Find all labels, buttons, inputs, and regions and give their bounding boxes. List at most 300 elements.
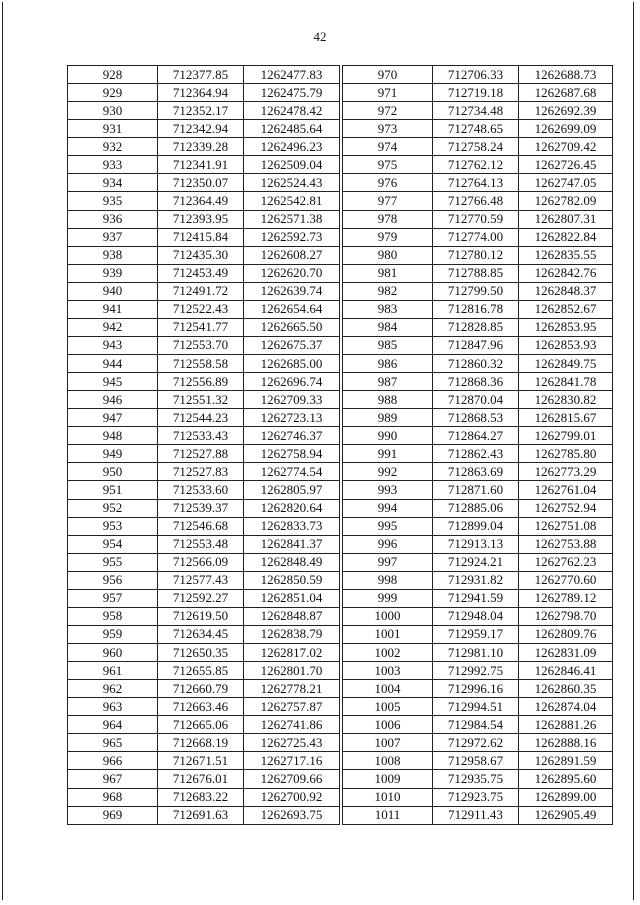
table-row xyxy=(68,84,340,102)
table-row xyxy=(68,644,340,662)
point-number-cell: 996 xyxy=(343,535,433,553)
point-number-cell: 1003 xyxy=(343,662,433,680)
x-coordinate-cell: 712828.85 xyxy=(433,318,519,336)
point-number-cell: 946 xyxy=(68,391,158,409)
y-coordinate-cell: 1262841.37 xyxy=(244,535,340,553)
table-row xyxy=(343,192,613,210)
y-coordinate-cell: 1262853.95 xyxy=(519,318,613,336)
table-row xyxy=(68,156,340,174)
x-coordinate-cell: 712948.04 xyxy=(433,607,519,625)
table-row xyxy=(68,102,340,120)
table-row xyxy=(343,662,613,680)
y-coordinate-cell: 1262758.94 xyxy=(244,445,340,463)
table-row xyxy=(343,806,613,824)
x-coordinate-cell: 712762.12 xyxy=(433,156,519,174)
table-row xyxy=(68,716,340,734)
x-coordinate-cell: 712923.75 xyxy=(433,788,519,806)
table-row xyxy=(68,788,340,806)
x-coordinate-cell: 712996.16 xyxy=(433,680,519,698)
point-number-cell: 958 xyxy=(68,607,158,625)
x-coordinate-cell: 712758.24 xyxy=(433,138,519,156)
y-coordinate-cell: 1262709.66 xyxy=(244,770,340,788)
table-row xyxy=(68,318,340,336)
x-coordinate-cell: 712847.96 xyxy=(433,336,519,354)
table-row xyxy=(68,571,340,589)
point-number-cell: 944 xyxy=(68,355,158,373)
point-number-cell: 1011 xyxy=(343,806,433,824)
table-row xyxy=(343,607,613,625)
x-coordinate-cell: 712868.36 xyxy=(433,373,519,391)
x-coordinate-cell: 712668.19 xyxy=(158,734,244,752)
y-coordinate-cell: 1262850.59 xyxy=(244,571,340,589)
table-row xyxy=(68,228,340,246)
y-coordinate-cell: 1262753.88 xyxy=(519,535,613,553)
y-coordinate-cell: 1262848.87 xyxy=(244,607,340,625)
table-row xyxy=(68,409,340,427)
x-coordinate-cell: 712342.94 xyxy=(158,120,244,138)
table-row xyxy=(68,499,340,517)
y-coordinate-cell: 1262778.21 xyxy=(244,680,340,698)
table-row xyxy=(68,607,340,625)
table-row xyxy=(343,336,613,354)
point-number-cell: 973 xyxy=(343,120,433,138)
y-coordinate-cell: 1262852.67 xyxy=(519,300,613,318)
y-coordinate-cell: 1262723.13 xyxy=(244,409,340,427)
x-coordinate-cell: 712788.85 xyxy=(433,264,519,282)
x-coordinate-cell: 712871.60 xyxy=(433,481,519,499)
point-number-cell: 1007 xyxy=(343,734,433,752)
point-number-cell: 981 xyxy=(343,264,433,282)
y-coordinate-cell: 1262746.37 xyxy=(244,427,340,445)
y-coordinate-cell: 1262846.41 xyxy=(519,662,613,680)
x-coordinate-cell: 712734.48 xyxy=(433,102,519,120)
table-row xyxy=(343,120,613,138)
y-coordinate-cell: 1262888.16 xyxy=(519,734,613,752)
x-coordinate-cell: 712764.13 xyxy=(433,174,519,192)
x-coordinate-cell: 712780.12 xyxy=(433,246,519,264)
y-coordinate-cell: 1262478.42 xyxy=(244,102,340,120)
y-coordinate-cell: 1262688.73 xyxy=(519,66,613,84)
point-number-cell: 941 xyxy=(68,300,158,318)
table-row xyxy=(343,102,613,120)
point-number-cell: 955 xyxy=(68,553,158,571)
table-row xyxy=(68,210,340,228)
x-coordinate-cell: 712774.00 xyxy=(433,228,519,246)
table-row xyxy=(343,517,613,535)
y-coordinate-cell: 1262848.37 xyxy=(519,282,613,300)
y-coordinate-cell: 1262696.74 xyxy=(244,373,340,391)
point-number-cell: 978 xyxy=(343,210,433,228)
point-number-cell: 952 xyxy=(68,499,158,517)
y-coordinate-cell: 1262620.70 xyxy=(244,264,340,282)
table-row xyxy=(68,517,340,535)
point-number-cell: 979 xyxy=(343,228,433,246)
x-coordinate-cell: 712364.94 xyxy=(158,84,244,102)
point-number-cell: 986 xyxy=(343,355,433,373)
point-number-cell: 956 xyxy=(68,571,158,589)
table-row xyxy=(343,318,613,336)
table-row xyxy=(343,463,613,481)
table-row xyxy=(343,589,613,607)
point-number-cell: 983 xyxy=(343,300,433,318)
x-coordinate-cell: 712931.82 xyxy=(433,571,519,589)
point-number-cell: 967 xyxy=(68,770,158,788)
y-coordinate-cell: 1262542.81 xyxy=(244,192,340,210)
x-coordinate-cell: 712556.89 xyxy=(158,373,244,391)
point-number-cell: 1001 xyxy=(343,625,433,643)
x-coordinate-cell: 712860.32 xyxy=(433,355,519,373)
table-row xyxy=(68,336,340,354)
point-number-cell: 997 xyxy=(343,553,433,571)
table-row xyxy=(343,174,613,192)
y-coordinate-cell: 1262853.93 xyxy=(519,336,613,354)
table-row xyxy=(343,752,613,770)
point-number-cell: 1002 xyxy=(343,644,433,662)
x-coordinate-cell: 712671.51 xyxy=(158,752,244,770)
y-coordinate-cell: 1262807.31 xyxy=(519,210,613,228)
point-number-cell: 957 xyxy=(68,589,158,607)
y-coordinate-cell: 1262477.83 xyxy=(244,66,340,84)
y-coordinate-cell: 1262774.54 xyxy=(244,463,340,481)
table-row xyxy=(68,752,340,770)
point-number-cell: 988 xyxy=(343,391,433,409)
point-number-cell: 977 xyxy=(343,192,433,210)
table-row xyxy=(68,66,340,84)
y-coordinate-cell: 1262860.35 xyxy=(519,680,613,698)
y-coordinate-cell: 1262835.55 xyxy=(519,246,613,264)
point-number-cell: 993 xyxy=(343,481,433,499)
coordinates-table-right xyxy=(342,65,613,825)
y-coordinate-cell: 1262895.60 xyxy=(519,770,613,788)
y-coordinate-cell: 1262842.76 xyxy=(519,264,613,282)
table-row xyxy=(68,264,340,282)
table-row xyxy=(343,553,613,571)
point-number-cell: 992 xyxy=(343,463,433,481)
x-coordinate-cell: 712551.32 xyxy=(158,391,244,409)
x-coordinate-cell: 712558.58 xyxy=(158,355,244,373)
x-coordinate-cell: 712541.77 xyxy=(158,318,244,336)
table-row xyxy=(68,120,340,138)
y-coordinate-cell: 1262717.16 xyxy=(244,752,340,770)
table-row xyxy=(68,481,340,499)
point-number-cell: 1005 xyxy=(343,698,433,716)
y-coordinate-cell: 1262692.39 xyxy=(519,102,613,120)
table-row xyxy=(343,770,613,788)
table-row xyxy=(343,535,613,553)
table-row xyxy=(68,680,340,698)
y-coordinate-cell: 1262820.64 xyxy=(244,499,340,517)
page-number: 42 xyxy=(313,29,327,44)
y-coordinate-cell: 1262851.04 xyxy=(244,589,340,607)
x-coordinate-cell: 712393.95 xyxy=(158,210,244,228)
y-coordinate-cell: 1262700.92 xyxy=(244,788,340,806)
x-coordinate-cell: 712435.30 xyxy=(158,246,244,264)
table-row xyxy=(68,138,340,156)
x-coordinate-cell: 712958.67 xyxy=(433,752,519,770)
x-coordinate-cell: 712566.09 xyxy=(158,553,244,571)
y-coordinate-cell: 1262685.00 xyxy=(244,355,340,373)
y-coordinate-cell: 1262785.80 xyxy=(519,445,613,463)
point-number-cell: 971 xyxy=(343,84,433,102)
y-coordinate-cell: 1262899.00 xyxy=(519,788,613,806)
x-coordinate-cell: 712719.18 xyxy=(433,84,519,102)
x-coordinate-cell: 712539.37 xyxy=(158,499,244,517)
x-coordinate-cell: 712959.17 xyxy=(433,625,519,643)
x-coordinate-cell: 712676.01 xyxy=(158,770,244,788)
y-coordinate-cell: 1262675.37 xyxy=(244,336,340,354)
point-number-cell: 966 xyxy=(68,752,158,770)
table-row xyxy=(343,481,613,499)
x-coordinate-cell: 712972.62 xyxy=(433,734,519,752)
x-coordinate-cell: 712770.59 xyxy=(433,210,519,228)
table-row xyxy=(68,625,340,643)
y-coordinate-cell: 1262726.45 xyxy=(519,156,613,174)
table-row xyxy=(68,427,340,445)
y-coordinate-cell: 1262509.04 xyxy=(244,156,340,174)
y-coordinate-cell: 1262761.04 xyxy=(519,481,613,499)
table-row xyxy=(343,355,613,373)
table-row xyxy=(343,409,613,427)
x-coordinate-cell: 712885.06 xyxy=(433,499,519,517)
x-coordinate-cell: 712913.13 xyxy=(433,535,519,553)
table-row xyxy=(343,571,613,589)
y-coordinate-cell: 1262799.01 xyxy=(519,427,613,445)
y-coordinate-cell: 1262822.84 xyxy=(519,228,613,246)
table-row xyxy=(343,698,613,716)
point-number-cell: 999 xyxy=(343,589,433,607)
x-coordinate-cell: 712352.17 xyxy=(158,102,244,120)
x-coordinate-cell: 712992.75 xyxy=(433,662,519,680)
y-coordinate-cell: 1262687.68 xyxy=(519,84,613,102)
table-row xyxy=(343,625,613,643)
table-row xyxy=(343,373,613,391)
table-row xyxy=(343,282,613,300)
point-number-cell: 964 xyxy=(68,716,158,734)
y-coordinate-cell: 1262751.08 xyxy=(519,517,613,535)
y-coordinate-cell: 1262709.33 xyxy=(244,391,340,409)
y-coordinate-cell: 1262905.49 xyxy=(519,806,613,824)
point-number-cell: 934 xyxy=(68,174,158,192)
point-number-cell: 968 xyxy=(68,788,158,806)
y-coordinate-cell: 1262639.74 xyxy=(244,282,340,300)
y-coordinate-cell: 1262809.76 xyxy=(519,625,613,643)
table-row xyxy=(68,770,340,788)
x-coordinate-cell: 712981.10 xyxy=(433,644,519,662)
table-row xyxy=(343,246,613,264)
x-coordinate-cell: 712533.43 xyxy=(158,427,244,445)
y-coordinate-cell: 1262848.49 xyxy=(244,553,340,571)
point-number-cell: 931 xyxy=(68,120,158,138)
point-number-cell: 959 xyxy=(68,625,158,643)
table-row xyxy=(68,553,340,571)
x-coordinate-cell: 712691.63 xyxy=(158,806,244,824)
x-coordinate-cell: 712655.85 xyxy=(158,662,244,680)
point-number-cell: 1004 xyxy=(343,680,433,698)
y-coordinate-cell: 1262747.05 xyxy=(519,174,613,192)
table-row xyxy=(68,662,340,680)
table-row xyxy=(68,355,340,373)
y-coordinate-cell: 1262496.23 xyxy=(244,138,340,156)
y-coordinate-cell: 1262789.12 xyxy=(519,589,613,607)
x-coordinate-cell: 712544.23 xyxy=(158,409,244,427)
point-number-cell: 928 xyxy=(68,66,158,84)
x-coordinate-cell: 712341.91 xyxy=(158,156,244,174)
point-number-cell: 976 xyxy=(343,174,433,192)
table-row xyxy=(68,282,340,300)
y-coordinate-cell: 1262801.70 xyxy=(244,662,340,680)
x-coordinate-cell: 712522.43 xyxy=(158,300,244,318)
x-coordinate-cell: 712924.21 xyxy=(433,553,519,571)
y-coordinate-cell: 1262817.02 xyxy=(244,644,340,662)
point-number-cell: 947 xyxy=(68,409,158,427)
point-number-cell: 962 xyxy=(68,680,158,698)
table-row xyxy=(343,138,613,156)
point-number-cell: 989 xyxy=(343,409,433,427)
y-coordinate-cell: 1262608.27 xyxy=(244,246,340,264)
y-coordinate-cell: 1262770.60 xyxy=(519,571,613,589)
x-coordinate-cell: 712364.49 xyxy=(158,192,244,210)
point-number-cell: 990 xyxy=(343,427,433,445)
point-number-cell: 1006 xyxy=(343,716,433,734)
point-number-cell: 943 xyxy=(68,336,158,354)
table-row xyxy=(343,84,613,102)
x-coordinate-cell: 712553.70 xyxy=(158,336,244,354)
point-number-cell: 953 xyxy=(68,517,158,535)
table-row xyxy=(343,788,613,806)
point-number-cell: 972 xyxy=(343,102,433,120)
x-coordinate-cell: 712899.04 xyxy=(433,517,519,535)
table-row xyxy=(68,698,340,716)
y-coordinate-cell: 1262891.59 xyxy=(519,752,613,770)
point-number-cell: 940 xyxy=(68,282,158,300)
x-coordinate-cell: 712766.48 xyxy=(433,192,519,210)
table-row xyxy=(68,174,340,192)
x-coordinate-cell: 712339.28 xyxy=(158,138,244,156)
y-coordinate-cell: 1262592.73 xyxy=(244,228,340,246)
y-coordinate-cell: 1262841.78 xyxy=(519,373,613,391)
x-coordinate-cell: 712941.59 xyxy=(433,589,519,607)
point-number-cell: 948 xyxy=(68,427,158,445)
table-row xyxy=(343,734,613,752)
point-number-cell: 1000 xyxy=(343,607,433,625)
y-coordinate-cell: 1262699.09 xyxy=(519,120,613,138)
table-row xyxy=(68,246,340,264)
x-coordinate-cell: 712453.49 xyxy=(158,264,244,282)
y-coordinate-cell: 1262741.86 xyxy=(244,716,340,734)
point-number-cell: 942 xyxy=(68,318,158,336)
x-coordinate-cell: 712862.43 xyxy=(433,445,519,463)
x-coordinate-cell: 712527.83 xyxy=(158,463,244,481)
point-number-cell: 969 xyxy=(68,806,158,824)
point-number-cell: 938 xyxy=(68,246,158,264)
table-row xyxy=(343,499,613,517)
point-number-cell: 975 xyxy=(343,156,433,174)
table-row xyxy=(68,806,340,824)
table-row xyxy=(343,228,613,246)
point-number-cell: 991 xyxy=(343,445,433,463)
y-coordinate-cell: 1262815.67 xyxy=(519,409,613,427)
table-row xyxy=(68,734,340,752)
y-coordinate-cell: 1262773.29 xyxy=(519,463,613,481)
x-coordinate-cell: 712634.45 xyxy=(158,625,244,643)
point-number-cell: 930 xyxy=(68,102,158,120)
x-coordinate-cell: 712553.48 xyxy=(158,535,244,553)
y-coordinate-cell: 1262757.87 xyxy=(244,698,340,716)
x-coordinate-cell: 712650.35 xyxy=(158,644,244,662)
point-number-cell: 987 xyxy=(343,373,433,391)
table-row xyxy=(68,391,340,409)
x-coordinate-cell: 712706.33 xyxy=(433,66,519,84)
point-number-cell: 937 xyxy=(68,228,158,246)
x-coordinate-cell: 712577.43 xyxy=(158,571,244,589)
point-number-cell: 970 xyxy=(343,66,433,84)
point-number-cell: 945 xyxy=(68,373,158,391)
point-number-cell: 963 xyxy=(68,698,158,716)
x-coordinate-cell: 712546.68 xyxy=(158,517,244,535)
y-coordinate-cell: 1262762.23 xyxy=(519,553,613,571)
y-coordinate-cell: 1262665.50 xyxy=(244,318,340,336)
y-coordinate-cell: 1262833.73 xyxy=(244,517,340,535)
x-coordinate-cell: 712592.27 xyxy=(158,589,244,607)
x-coordinate-cell: 712863.69 xyxy=(433,463,519,481)
table-row xyxy=(68,445,340,463)
y-coordinate-cell: 1262524.43 xyxy=(244,174,340,192)
x-coordinate-cell: 712350.07 xyxy=(158,174,244,192)
table-row xyxy=(343,391,613,409)
point-number-cell: 1010 xyxy=(343,788,433,806)
table-row xyxy=(343,427,613,445)
point-number-cell: 1009 xyxy=(343,770,433,788)
table-row xyxy=(343,445,613,463)
x-coordinate-cell: 712665.06 xyxy=(158,716,244,734)
x-coordinate-cell: 712911.43 xyxy=(433,806,519,824)
point-number-cell: 982 xyxy=(343,282,433,300)
point-number-cell: 935 xyxy=(68,192,158,210)
y-coordinate-cell: 1262475.79 xyxy=(244,84,340,102)
table-row xyxy=(343,680,613,698)
point-number-cell: 949 xyxy=(68,445,158,463)
table-row xyxy=(68,463,340,481)
x-coordinate-cell: 712870.04 xyxy=(433,391,519,409)
x-coordinate-cell: 712994.51 xyxy=(433,698,519,716)
point-number-cell: 951 xyxy=(68,481,158,499)
point-number-cell: 995 xyxy=(343,517,433,535)
x-coordinate-cell: 712660.79 xyxy=(158,680,244,698)
point-number-cell: 985 xyxy=(343,336,433,354)
y-coordinate-cell: 1262485.64 xyxy=(244,120,340,138)
table-row xyxy=(68,589,340,607)
x-coordinate-cell: 712683.22 xyxy=(158,788,244,806)
x-coordinate-cell: 712663.46 xyxy=(158,698,244,716)
y-coordinate-cell: 1262571.38 xyxy=(244,210,340,228)
point-number-cell: 1008 xyxy=(343,752,433,770)
x-coordinate-cell: 712527.88 xyxy=(158,445,244,463)
point-number-cell: 984 xyxy=(343,318,433,336)
y-coordinate-cell: 1262838.79 xyxy=(244,625,340,643)
point-number-cell: 936 xyxy=(68,210,158,228)
x-coordinate-cell: 712816.78 xyxy=(433,300,519,318)
y-coordinate-cell: 1262798.70 xyxy=(519,607,613,625)
x-coordinate-cell: 712415.84 xyxy=(158,228,244,246)
point-number-cell: 965 xyxy=(68,734,158,752)
x-coordinate-cell: 712868.53 xyxy=(433,409,519,427)
point-number-cell: 929 xyxy=(68,84,158,102)
x-coordinate-cell: 712864.27 xyxy=(433,427,519,445)
table-row xyxy=(343,156,613,174)
table-row xyxy=(343,264,613,282)
y-coordinate-cell: 1262693.75 xyxy=(244,806,340,824)
y-coordinate-cell: 1262725.43 xyxy=(244,734,340,752)
